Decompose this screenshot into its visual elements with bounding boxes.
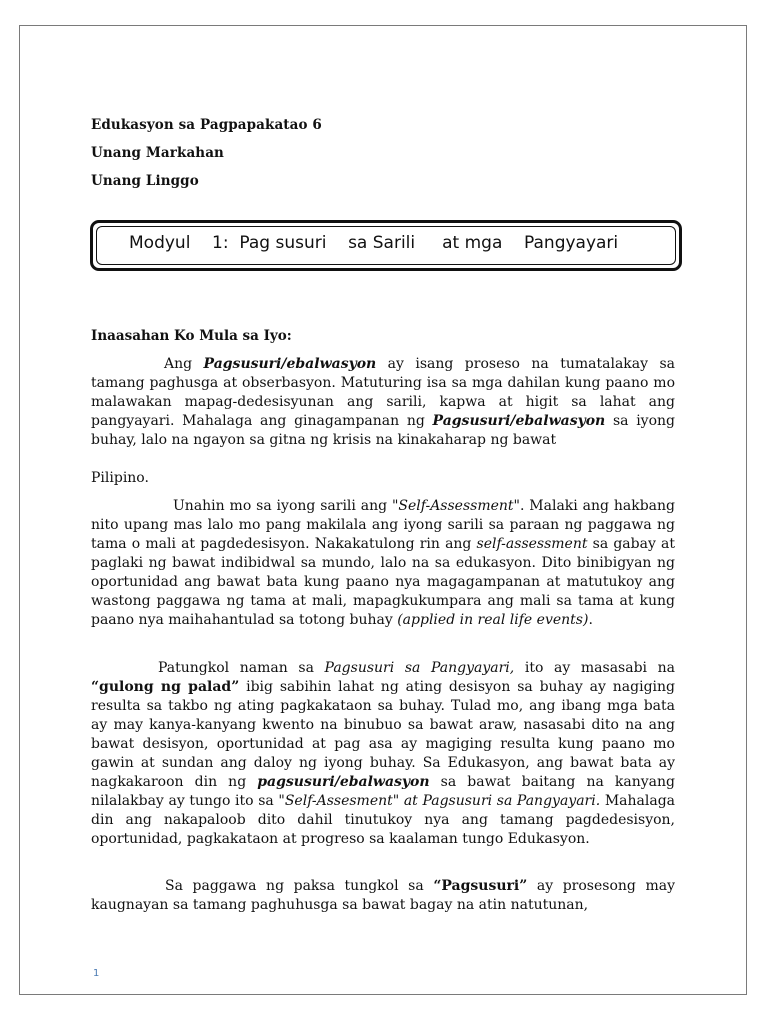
p2-text-1: Unahin mo sa iyong sarili ang	[173, 498, 392, 514]
p3-text-3: ibig sabihin lahat ng ating desisyon sa buhay ay nagiging resulta sa takbo ng ating pagkakataon sa buhay. Tulad mo, ang ibang mga bata ay may kanya-kanyang kwento na binubuo sa bawat araw, nasasabi dito na ang bawat desisyon, oportunidad at pag asa ay magiging resulta kung paano mo gawin at sundan ang daloy ng iyong buhay. Sa Edukasyon, ang bawat bata ay nagkakaroon din ng	[91, 679, 675, 790]
p2-italic-2: self-assessment	[476, 536, 588, 552]
p2-text-2: . Malaki ang hakbang nito upang mas lalo mo pang makilala ang iyong sarili sa paraan ng paggawa ng tama o mali at pagdedesisyon. Nakakatulong rin ang	[91, 498, 675, 552]
p4-text-2: ay prosesong may kaugnayan sa tamang paghuhusga sa bawat bagay na atin natutunan,	[91, 878, 675, 913]
module-title-box	[90, 220, 682, 271]
p3-italic-2: "Self-Assesment" at Pagsusuri sa Pangyayari.	[278, 793, 601, 809]
p2-text-3: sa gabay at paglaki ng bawat indibidwal sa mundo, lalo na sa edukasyon. Dito binibigyan ng oportunidad ang bawat bata kung paano nya magagampanan at matutukoy ang wastong paggawa ng tama at mali, mapagkukumpara ang mali sa tama at kung paano nya maihahantulad sa totong buhay	[91, 536, 675, 628]
paragraph-1-tail: Pilipino.	[91, 470, 149, 486]
p3-italic-1: Pagsusuri sa Pangyayari,	[324, 660, 515, 676]
p3-text-2: ito ay masasabi na	[514, 660, 675, 676]
p2-text-4: .	[588, 612, 593, 628]
module-title: Modyul 1: Pag susuri sa Sarili at mga Pangyayari	[129, 233, 619, 253]
paragraph-2	[91, 497, 675, 630]
paragraph-4	[91, 877, 675, 915]
quarter-label: Unang Markahan	[91, 145, 224, 161]
p3-bold-term-1: “gulong ng palad”	[91, 679, 240, 695]
p3-text-5: Mahalaga din ang nakapaloob dito dahil tinutukoy nya ang tamang pagdedesisyon, oportunidad, pagkakataon at progreso sa kaalaman tungo Edukasyon.	[91, 793, 676, 847]
p3-text-1: Patungkol naman sa	[158, 660, 325, 676]
page-number: 1	[93, 968, 100, 979]
p2-italic-3: (applied in real life events)	[397, 612, 589, 628]
p4-bold-term-1: “Pagsusuri”	[433, 878, 528, 894]
p3-bold-italic-term: pagsusuri/ebalwasyon	[257, 774, 430, 790]
p4-text-1: Sa paggawa ng paksa tungkol sa	[165, 878, 434, 894]
p1-text-3: sa iyong buhay, lalo na ngayon sa gitna ng krisis na kinakaharap ng bawat	[91, 413, 675, 448]
p1-text-1: Ang	[164, 356, 204, 372]
p1-bold-term-2: Pagsusuri/ebalwasyon	[432, 413, 606, 429]
p1-text-2: ay isang proseso na tumatalakay sa tamang paghusga at obserbasyon. Matuturing isa sa mga dahilan kung paano mo malawakan mapag-dedesisyunan ang sarili, kapwa at higit sa lahat ang pangyayari. Mahalaga ang ginagampanan ng	[91, 356, 675, 429]
p1-bold-term-1: Pagsusuri/ebalwasyon	[203, 356, 377, 372]
week-label: Unang Linggo	[91, 173, 199, 189]
section-heading: Inaasahan Ko Mula sa Iyo:	[91, 328, 292, 344]
paragraph-3	[91, 659, 675, 849]
p2-italic-1: "Self-Assessment"	[391, 498, 520, 514]
subject-title: Edukasyon sa Pagpapakatao 6	[91, 117, 322, 133]
p3-text-4: sa bawat baitang na kanyang nilalakbay ay tungo ito sa	[91, 774, 675, 809]
paragraph-1	[91, 355, 675, 450]
